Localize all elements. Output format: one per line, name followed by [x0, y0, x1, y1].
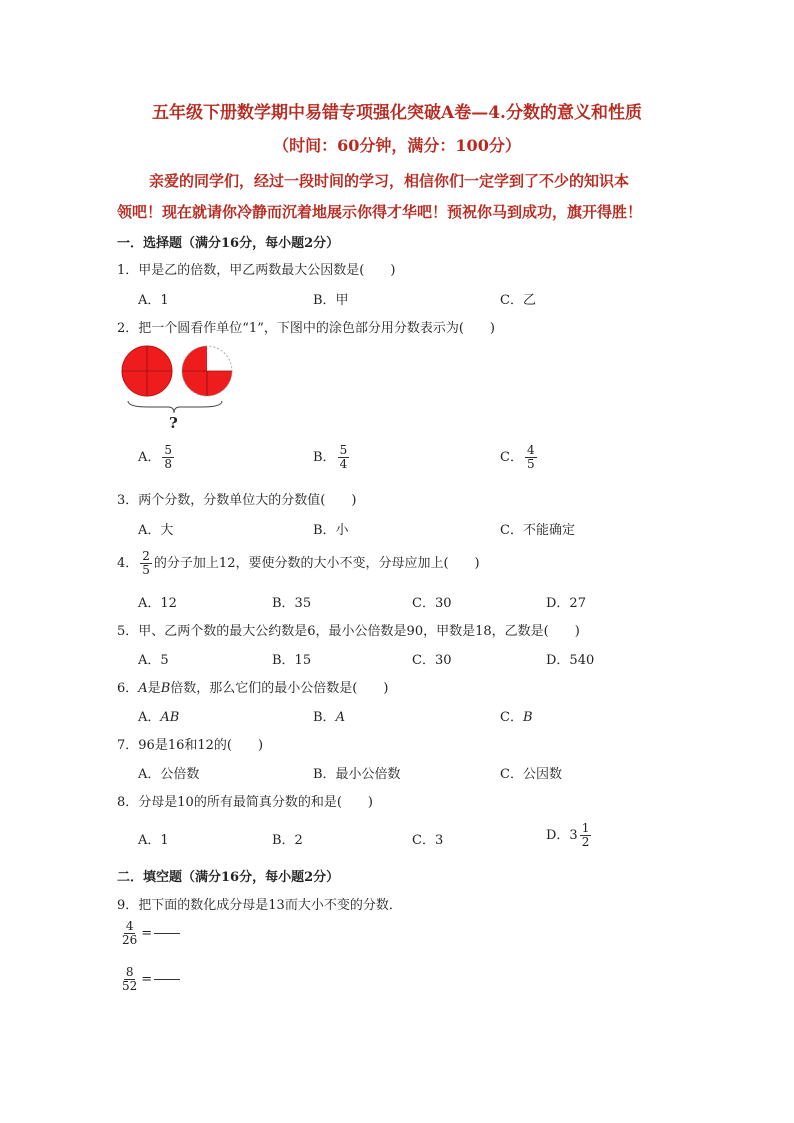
fraction-denominator: 5: [142, 563, 150, 577]
intro-line-1: 亲爱的同学们，经过一段时间的学习，相信你们一定学到了不少的知识本: [149, 172, 630, 190]
q8-option-d-fraction: [580, 822, 592, 849]
question-2: 2．把一个圆看作单位“1”，下图中的涂色部分用分数表示为( ): [117, 321, 495, 336]
q6-mid: 是: [147, 681, 161, 696]
q4-option-a[interactable]: A．12: [138, 596, 177, 611]
q6-option-a-value: AB: [160, 710, 180, 725]
fraction-numerator: 4: [526, 443, 535, 457]
fraction-numerator: 4: [125, 919, 134, 933]
fraction-numerator: 5: [339, 443, 348, 457]
fraction-denominator: 2: [581, 835, 590, 849]
figure-question-mark: ?: [169, 414, 178, 432]
fraction-numerator: 1: [581, 821, 590, 835]
fraction-denominator: 52: [122, 979, 138, 993]
q4-fraction: [140, 550, 152, 577]
q3-option-c[interactable]: C．不能确定: [500, 523, 575, 538]
page-title: 五年级下册数学期中易错专项强化突破A卷—4.分数的意义和性质: [152, 103, 642, 123]
equals-sign: =: [141, 926, 153, 941]
q4-option-b[interactable]: B．35: [272, 596, 312, 611]
section-2-heading: 二．填空题（满分16分，每小题2分）: [117, 870, 340, 885]
q5-option-b[interactable]: B．15: [272, 653, 312, 668]
q2-option-b-fraction: [338, 444, 350, 471]
q6-option-a[interactable]: [138, 706, 179, 725]
q6-option-b-prefix: B．: [313, 710, 336, 725]
q9-item-1: [118, 920, 180, 947]
page-subtitle: （时间：60分钟，满分：100分）: [273, 136, 521, 155]
q6-option-c-value: B: [522, 710, 533, 725]
q7-option-b[interactable]: B．最小公倍数: [313, 767, 401, 782]
q2-option-a[interactable]: [138, 444, 176, 471]
q1-option-c[interactable]: C．乙: [500, 293, 536, 308]
q8-option-d-prefix: D．3: [546, 828, 578, 843]
fraction-denominator: 4: [339, 457, 348, 471]
q4-option-c[interactable]: C．30: [412, 596, 452, 611]
q6-var-b: B: [160, 681, 171, 696]
question-3: 3．两个分数，分数单位大的分数值( ): [117, 493, 357, 508]
q9-fraction-2: [120, 966, 139, 993]
q2-option-c-fraction: [525, 444, 537, 471]
q2-option-c[interactable]: [500, 444, 539, 471]
fraction-numerator: 2: [142, 549, 150, 563]
fraction-denominator: 26: [122, 933, 138, 947]
q2-option-a-fraction: [162, 444, 174, 471]
question-4: [117, 550, 480, 577]
question-7: 7．96是16和12的( ): [117, 738, 264, 753]
q2-option-c-prefix: C．: [500, 450, 523, 465]
q5-option-d[interactable]: D．540: [546, 653, 595, 668]
question-1: 1．甲是乙的倍数，甲乙两数最大公因数是( ): [117, 263, 396, 278]
brace: [128, 401, 222, 413]
q4-text: 的分子加上12，要使分数的大小不变，分母应加上( ): [153, 556, 480, 571]
answer-blank[interactable]: [154, 933, 180, 934]
q9-fraction-1: [120, 920, 139, 947]
q2-option-b-prefix: B．: [313, 450, 336, 465]
fraction-denominator: 5: [526, 457, 535, 471]
q8-option-a[interactable]: A．1: [138, 833, 169, 848]
fraction-numerator: 8: [125, 965, 134, 979]
answer-blank[interactable]: [154, 979, 180, 980]
q6-var-a: A: [138, 681, 148, 696]
fraction-numerator: 5: [164, 443, 173, 457]
q8-option-c[interactable]: C．3: [412, 833, 444, 848]
q9-item-2: [118, 966, 180, 993]
question-6: [117, 677, 388, 696]
q6-option-b[interactable]: [313, 706, 345, 725]
q3-option-a[interactable]: A．大: [138, 523, 174, 538]
question-5: 5．甲、乙两个数的最大公约数是6，最小公倍数是90，甲数是18，乙数是( ): [117, 624, 580, 639]
circle-fraction-figure: [118, 344, 240, 416]
q6-text: 倍数，那么它们的最小公倍数是( ): [170, 681, 389, 696]
q7-option-c[interactable]: C．公因数: [500, 767, 562, 782]
q1-option-a[interactable]: A．1: [138, 293, 169, 308]
q6-option-a-prefix: A．: [138, 710, 161, 725]
q4-prefix: 4．: [117, 556, 139, 571]
q2-option-a-prefix: A．: [138, 450, 161, 465]
intro-line-2: 领吧！现在就请你冷静而沉着地展示你得才华吧！预祝你马到成功，旗开得胜！: [117, 203, 643, 221]
question-9: 9．把下面的数化成分母是13而大小不变的分数．: [117, 898, 402, 913]
q4-option-d[interactable]: D．27: [546, 596, 586, 611]
q6-option-c[interactable]: [500, 706, 533, 725]
q5-option-a[interactable]: A．5: [138, 653, 169, 668]
q3-option-b[interactable]: B．小: [313, 523, 349, 538]
q8-option-b[interactable]: B．2: [272, 833, 303, 848]
fraction-denominator: 8: [164, 457, 173, 471]
q6-option-c-prefix: C．: [500, 710, 523, 725]
q1-option-b[interactable]: B．甲: [313, 293, 349, 308]
section-1-heading: 一．选择题（满分16分，每小题2分）: [117, 236, 340, 251]
q6-prefix: 6．: [117, 681, 139, 696]
q2-option-b[interactable]: [313, 444, 351, 471]
equals-sign: =: [141, 972, 153, 987]
q5-option-c[interactable]: C．30: [412, 653, 452, 668]
question-8: 8．分母是10的所有最简真分数的和是( ): [117, 795, 373, 810]
q6-option-b-value: A: [335, 710, 345, 725]
q7-option-a[interactable]: A．公倍数: [138, 767, 200, 782]
q8-option-d[interactable]: [546, 822, 593, 849]
